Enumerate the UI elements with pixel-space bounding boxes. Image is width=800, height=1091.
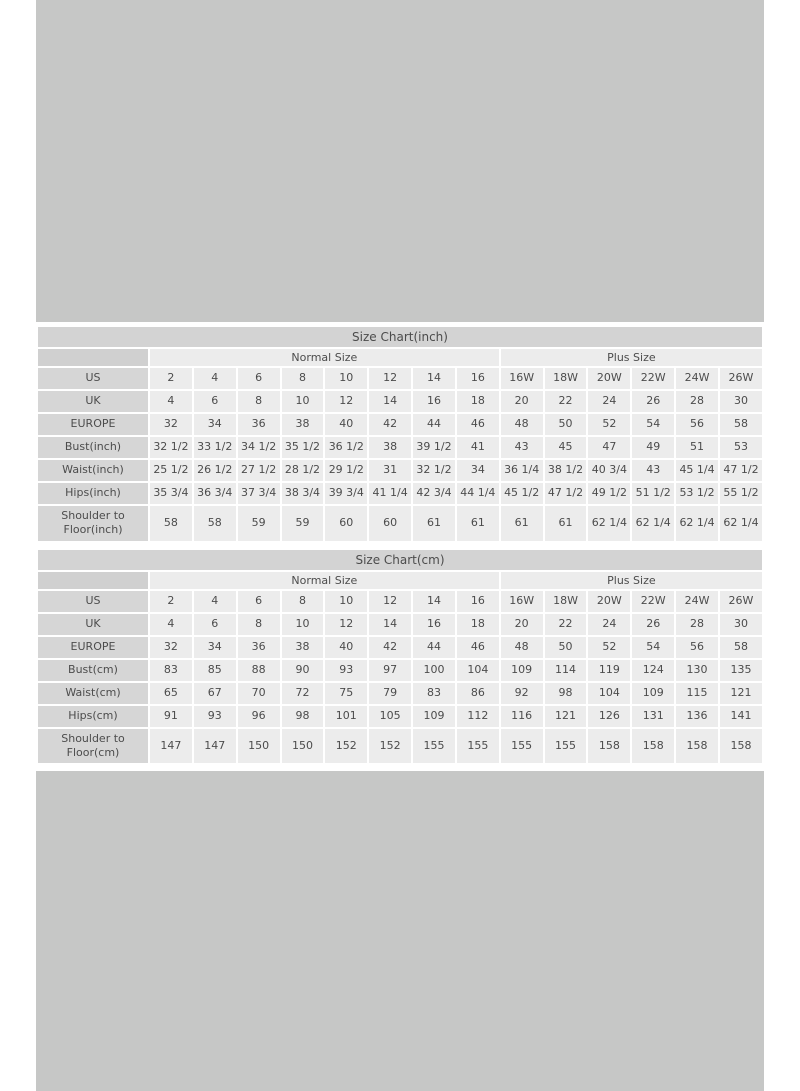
row-label: US bbox=[38, 368, 148, 389]
size-value-cell: 45 bbox=[545, 437, 587, 458]
size-value-cell: 34 1/2 bbox=[238, 437, 280, 458]
size-value-cell: 155 bbox=[501, 729, 543, 764]
size-value-cell: 4 bbox=[194, 368, 236, 389]
size-value-cell: 62 1/4 bbox=[720, 506, 762, 541]
size-value-cell: 38 3/4 bbox=[282, 483, 324, 504]
size-value-cell: 16 bbox=[457, 591, 499, 612]
size-value-cell: 83 bbox=[413, 683, 455, 704]
size-value-cell: 20 bbox=[501, 391, 543, 412]
plus-size-header: Plus Size bbox=[501, 349, 762, 366]
size-value-cell: 60 bbox=[325, 506, 367, 541]
size-value-cell: 155 bbox=[413, 729, 455, 764]
size-value-cell: 72 bbox=[282, 683, 324, 704]
size-value-cell: 93 bbox=[194, 706, 236, 727]
size-value-cell: 16W bbox=[501, 591, 543, 612]
size-value-cell: 135 bbox=[720, 660, 762, 681]
size-value-cell: 86 bbox=[457, 683, 499, 704]
size-value-cell: 22W bbox=[632, 368, 674, 389]
size-value-cell: 30 bbox=[720, 391, 762, 412]
size-value-cell: 62 1/4 bbox=[588, 506, 630, 541]
size-value-cell: 115 bbox=[676, 683, 718, 704]
row-label: Shoulder to Floor(cm) bbox=[38, 729, 148, 764]
size-value-cell: 47 bbox=[588, 437, 630, 458]
size-value-cell: 14 bbox=[369, 614, 411, 635]
size-value-cell: 59 bbox=[238, 506, 280, 541]
size-value-cell: 33 1/2 bbox=[194, 437, 236, 458]
table-title: Size Chart(cm) bbox=[38, 550, 762, 570]
size-value-cell: 158 bbox=[588, 729, 630, 764]
row-label: Bust(cm) bbox=[38, 660, 148, 681]
size-value-cell: 58 bbox=[150, 506, 192, 541]
table-row bbox=[38, 614, 762, 635]
size-value-cell: 36 bbox=[238, 637, 280, 658]
size-value-cell: 50 bbox=[545, 414, 587, 435]
size-value-cell: 147 bbox=[194, 729, 236, 764]
group-header-row bbox=[38, 349, 762, 366]
size-value-cell: 47 1/2 bbox=[720, 460, 762, 481]
size-value-cell: 28 1/2 bbox=[282, 460, 324, 481]
size-value-cell: 65 bbox=[150, 683, 192, 704]
size-value-cell: 25 1/2 bbox=[150, 460, 192, 481]
size-value-cell: 42 3/4 bbox=[413, 483, 455, 504]
size-value-cell: 32 bbox=[150, 637, 192, 658]
size-value-cell: 32 1/2 bbox=[150, 437, 192, 458]
size-value-cell: 41 1/4 bbox=[369, 483, 411, 504]
size-value-cell: 16 bbox=[457, 368, 499, 389]
size-value-cell: 83 bbox=[150, 660, 192, 681]
table-row bbox=[38, 637, 762, 658]
size-value-cell: 44 bbox=[413, 414, 455, 435]
size-value-cell: 12 bbox=[325, 391, 367, 412]
row-label: UK bbox=[38, 391, 148, 412]
size-charts-section bbox=[36, 322, 764, 771]
size-value-cell: 38 1/2 bbox=[545, 460, 587, 481]
size-value-cell: 52 bbox=[588, 637, 630, 658]
size-value-cell: 4 bbox=[150, 614, 192, 635]
size-value-cell: 26W bbox=[720, 591, 762, 612]
size-value-cell: 36 3/4 bbox=[194, 483, 236, 504]
size-chart-cm-table bbox=[36, 548, 764, 766]
size-value-cell: 112 bbox=[457, 706, 499, 727]
row-label: UK bbox=[38, 614, 148, 635]
size-value-cell: 119 bbox=[588, 660, 630, 681]
size-value-cell: 152 bbox=[369, 729, 411, 764]
size-value-cell: 43 bbox=[632, 460, 674, 481]
size-value-cell: 14 bbox=[413, 591, 455, 612]
size-value-cell: 6 bbox=[194, 614, 236, 635]
size-value-cell: 45 1/2 bbox=[501, 483, 543, 504]
size-value-cell: 20 bbox=[501, 614, 543, 635]
group-header-row bbox=[38, 572, 762, 589]
size-value-cell: 105 bbox=[369, 706, 411, 727]
table-title: Size Chart(inch) bbox=[38, 327, 762, 347]
size-value-cell: 18 bbox=[457, 391, 499, 412]
size-value-cell: 27 1/2 bbox=[238, 460, 280, 481]
size-value-cell: 100 bbox=[413, 660, 455, 681]
size-value-cell: 28 bbox=[676, 614, 718, 635]
size-value-cell: 4 bbox=[194, 591, 236, 612]
size-value-cell: 61 bbox=[545, 506, 587, 541]
normal-size-header: Normal Size bbox=[150, 349, 499, 366]
size-value-cell: 37 3/4 bbox=[238, 483, 280, 504]
size-value-cell: 130 bbox=[676, 660, 718, 681]
size-value-cell: 121 bbox=[720, 683, 762, 704]
size-value-cell: 38 bbox=[369, 437, 411, 458]
normal-size-header: Normal Size bbox=[150, 572, 499, 589]
size-value-cell: 18W bbox=[545, 368, 587, 389]
size-value-cell: 12 bbox=[369, 591, 411, 612]
size-value-cell: 116 bbox=[501, 706, 543, 727]
size-value-cell: 38 bbox=[282, 637, 324, 658]
size-value-cell: 29 1/2 bbox=[325, 460, 367, 481]
size-value-cell: 8 bbox=[238, 614, 280, 635]
size-value-cell: 70 bbox=[238, 683, 280, 704]
size-value-cell: 2 bbox=[150, 368, 192, 389]
size-value-cell: 50 bbox=[545, 637, 587, 658]
size-value-cell: 39 3/4 bbox=[325, 483, 367, 504]
size-value-cell: 35 3/4 bbox=[150, 483, 192, 504]
size-value-cell: 93 bbox=[325, 660, 367, 681]
size-value-cell: 158 bbox=[632, 729, 674, 764]
size-value-cell: 41 bbox=[457, 437, 499, 458]
size-value-cell: 14 bbox=[413, 368, 455, 389]
size-value-cell: 61 bbox=[413, 506, 455, 541]
size-value-cell: 16W bbox=[501, 368, 543, 389]
table-title-row bbox=[38, 327, 762, 347]
size-value-cell: 32 bbox=[150, 414, 192, 435]
size-value-cell: 48 bbox=[501, 637, 543, 658]
table-row bbox=[38, 706, 762, 727]
size-value-cell: 58 bbox=[194, 506, 236, 541]
table-row bbox=[38, 437, 762, 458]
size-value-cell: 98 bbox=[545, 683, 587, 704]
size-value-cell: 22 bbox=[545, 614, 587, 635]
size-value-cell: 136 bbox=[676, 706, 718, 727]
size-value-cell: 34 bbox=[194, 414, 236, 435]
row-label: US bbox=[38, 591, 148, 612]
size-value-cell: 150 bbox=[238, 729, 280, 764]
size-value-cell: 97 bbox=[369, 660, 411, 681]
size-value-cell: 109 bbox=[632, 683, 674, 704]
size-value-cell: 36 1/4 bbox=[501, 460, 543, 481]
size-value-cell: 54 bbox=[632, 637, 674, 658]
table-row bbox=[38, 414, 762, 435]
size-value-cell: 40 bbox=[325, 637, 367, 658]
size-value-cell: 16 bbox=[413, 614, 455, 635]
size-value-cell: 24W bbox=[676, 591, 718, 612]
size-value-cell: 88 bbox=[238, 660, 280, 681]
size-value-cell: 36 1/2 bbox=[325, 437, 367, 458]
size-value-cell: 14 bbox=[369, 391, 411, 412]
size-value-cell: 92 bbox=[501, 683, 543, 704]
size-value-cell: 10 bbox=[325, 591, 367, 612]
size-value-cell: 6 bbox=[238, 591, 280, 612]
size-value-cell: 12 bbox=[325, 614, 367, 635]
size-value-cell: 22W bbox=[632, 591, 674, 612]
table-title-row bbox=[38, 550, 762, 570]
corner-cell bbox=[38, 572, 148, 589]
size-value-cell: 147 bbox=[150, 729, 192, 764]
size-value-cell: 34 bbox=[194, 637, 236, 658]
size-value-cell: 51 1/2 bbox=[632, 483, 674, 504]
size-value-cell: 28 bbox=[676, 391, 718, 412]
size-value-cell: 32 1/2 bbox=[413, 460, 455, 481]
size-value-cell: 10 bbox=[282, 614, 324, 635]
size-value-cell: 53 1/2 bbox=[676, 483, 718, 504]
size-value-cell: 56 bbox=[676, 637, 718, 658]
size-value-cell: 62 1/4 bbox=[676, 506, 718, 541]
size-value-cell: 8 bbox=[282, 591, 324, 612]
size-value-cell: 39 1/2 bbox=[413, 437, 455, 458]
row-label: EUROPE bbox=[38, 414, 148, 435]
size-value-cell: 38 bbox=[282, 414, 324, 435]
size-value-cell: 114 bbox=[545, 660, 587, 681]
size-value-cell: 101 bbox=[325, 706, 367, 727]
size-value-cell: 36 bbox=[238, 414, 280, 435]
content-panel bbox=[36, 0, 764, 1091]
size-value-cell: 75 bbox=[325, 683, 367, 704]
size-value-cell: 24 bbox=[588, 614, 630, 635]
size-value-cell: 131 bbox=[632, 706, 674, 727]
size-value-cell: 109 bbox=[501, 660, 543, 681]
row-label: Waist(inch) bbox=[38, 460, 148, 481]
size-value-cell: 31 bbox=[369, 460, 411, 481]
size-value-cell: 54 bbox=[632, 414, 674, 435]
size-value-cell: 6 bbox=[238, 368, 280, 389]
size-value-cell: 67 bbox=[194, 683, 236, 704]
size-value-cell: 42 bbox=[369, 637, 411, 658]
size-value-cell: 26 bbox=[632, 614, 674, 635]
size-value-cell: 49 1/2 bbox=[588, 483, 630, 504]
table-row bbox=[38, 506, 762, 541]
size-value-cell: 126 bbox=[588, 706, 630, 727]
size-value-cell: 22 bbox=[545, 391, 587, 412]
size-value-cell: 124 bbox=[632, 660, 674, 681]
table-row bbox=[38, 660, 762, 681]
row-label: Shoulder to Floor(inch) bbox=[38, 506, 148, 541]
table-row bbox=[38, 391, 762, 412]
plus-size-header: Plus Size bbox=[501, 572, 762, 589]
row-label: Waist(cm) bbox=[38, 683, 148, 704]
size-value-cell: 79 bbox=[369, 683, 411, 704]
size-value-cell: 47 1/2 bbox=[545, 483, 587, 504]
row-label: Hips(cm) bbox=[38, 706, 148, 727]
size-value-cell: 12 bbox=[369, 368, 411, 389]
size-value-cell: 150 bbox=[282, 729, 324, 764]
size-value-cell: 43 bbox=[501, 437, 543, 458]
table-row bbox=[38, 483, 762, 504]
size-value-cell: 40 bbox=[325, 414, 367, 435]
size-value-cell: 35 1/2 bbox=[282, 437, 324, 458]
size-value-cell: 18W bbox=[545, 591, 587, 612]
size-value-cell: 52 bbox=[588, 414, 630, 435]
size-value-cell: 20W bbox=[588, 591, 630, 612]
size-value-cell: 59 bbox=[282, 506, 324, 541]
table-row bbox=[38, 460, 762, 481]
size-value-cell: 44 1/4 bbox=[457, 483, 499, 504]
size-value-cell: 49 bbox=[632, 437, 674, 458]
size-value-cell: 30 bbox=[720, 614, 762, 635]
size-value-cell: 8 bbox=[282, 368, 324, 389]
size-value-cell: 26W bbox=[720, 368, 762, 389]
size-value-cell: 109 bbox=[413, 706, 455, 727]
size-value-cell: 44 bbox=[413, 637, 455, 658]
size-value-cell: 18 bbox=[457, 614, 499, 635]
size-value-cell: 58 bbox=[720, 414, 762, 435]
corner-cell bbox=[38, 349, 148, 366]
row-label: Bust(inch) bbox=[38, 437, 148, 458]
size-value-cell: 61 bbox=[457, 506, 499, 541]
size-value-cell: 42 bbox=[369, 414, 411, 435]
table-row bbox=[38, 729, 762, 764]
size-value-cell: 91 bbox=[150, 706, 192, 727]
size-value-cell: 85 bbox=[194, 660, 236, 681]
size-value-cell: 2 bbox=[150, 591, 192, 612]
size-value-cell: 104 bbox=[588, 683, 630, 704]
row-label: Hips(inch) bbox=[38, 483, 148, 504]
size-value-cell: 104 bbox=[457, 660, 499, 681]
size-value-cell: 10 bbox=[282, 391, 324, 412]
size-value-cell: 141 bbox=[720, 706, 762, 727]
size-value-cell: 46 bbox=[457, 637, 499, 658]
size-chart-inch-table bbox=[36, 325, 764, 543]
size-value-cell: 10 bbox=[325, 368, 367, 389]
size-value-cell: 48 bbox=[501, 414, 543, 435]
size-value-cell: 24W bbox=[676, 368, 718, 389]
table-row bbox=[38, 591, 762, 612]
size-value-cell: 56 bbox=[676, 414, 718, 435]
size-value-cell: 16 bbox=[413, 391, 455, 412]
size-value-cell: 34 bbox=[457, 460, 499, 481]
size-value-cell: 98 bbox=[282, 706, 324, 727]
size-value-cell: 45 1/4 bbox=[676, 460, 718, 481]
size-value-cell: 55 1/2 bbox=[720, 483, 762, 504]
size-value-cell: 62 1/4 bbox=[632, 506, 674, 541]
size-value-cell: 20W bbox=[588, 368, 630, 389]
size-value-cell: 4 bbox=[150, 391, 192, 412]
size-value-cell: 26 1/2 bbox=[194, 460, 236, 481]
table-row bbox=[38, 368, 762, 389]
size-value-cell: 53 bbox=[720, 437, 762, 458]
table-row bbox=[38, 683, 762, 704]
size-value-cell: 8 bbox=[238, 391, 280, 412]
size-value-cell: 26 bbox=[632, 391, 674, 412]
size-value-cell: 158 bbox=[676, 729, 718, 764]
size-value-cell: 51 bbox=[676, 437, 718, 458]
size-value-cell: 6 bbox=[194, 391, 236, 412]
size-value-cell: 40 3/4 bbox=[588, 460, 630, 481]
size-value-cell: 60 bbox=[369, 506, 411, 541]
size-value-cell: 155 bbox=[545, 729, 587, 764]
size-value-cell: 58 bbox=[720, 637, 762, 658]
row-label: EUROPE bbox=[38, 637, 148, 658]
size-value-cell: 96 bbox=[238, 706, 280, 727]
size-value-cell: 61 bbox=[501, 506, 543, 541]
size-value-cell: 152 bbox=[325, 729, 367, 764]
size-value-cell: 46 bbox=[457, 414, 499, 435]
size-value-cell: 158 bbox=[720, 729, 762, 764]
size-value-cell: 24 bbox=[588, 391, 630, 412]
size-value-cell: 155 bbox=[457, 729, 499, 764]
size-value-cell: 121 bbox=[545, 706, 587, 727]
size-value-cell: 90 bbox=[282, 660, 324, 681]
